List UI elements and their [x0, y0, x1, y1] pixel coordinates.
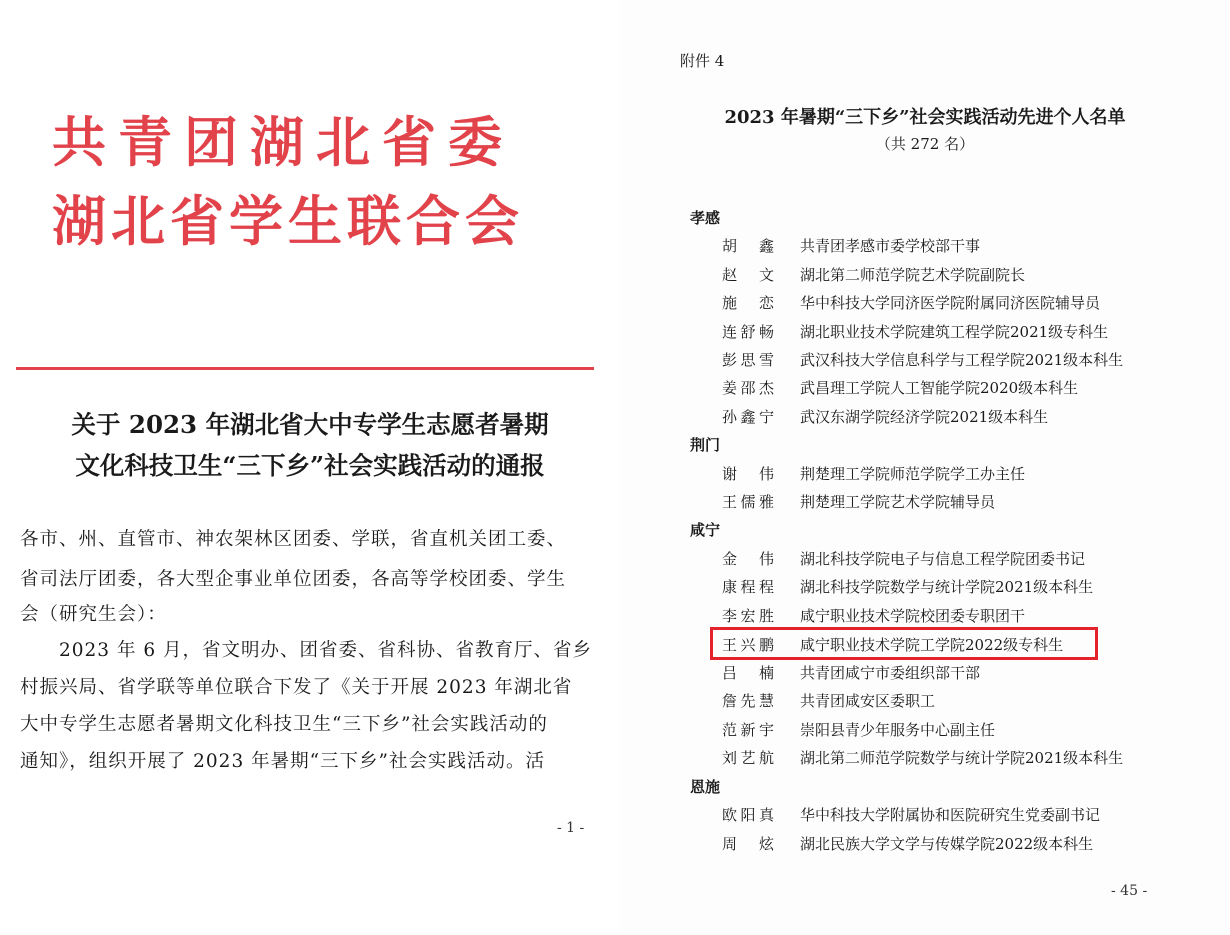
person-desc: 华中科技大学同济医学院附属同济医院辅导员	[800, 294, 1101, 312]
person-desc: 湖北第二师范学院数学与统计学院2021级本科生	[800, 749, 1124, 767]
person-desc: 湖北职业技术学院建筑工程学院2021级专科生	[800, 323, 1109, 341]
person-name: 王儒雅	[722, 493, 774, 511]
person-desc: 共青团咸安区委职工	[800, 692, 936, 710]
person-name: 詹先慧	[722, 692, 774, 710]
region-heading: 咸宁	[690, 521, 721, 539]
person-name: 赵 文	[722, 266, 774, 284]
left-page-number: - 1 -	[557, 820, 585, 836]
person-desc: 武汉科技大学信息科学与工程学院2021级本科生	[800, 351, 1124, 369]
region-heading: 孝感	[690, 209, 721, 227]
highlight-box	[710, 627, 1098, 660]
letterhead-org-line-1: 共青团湖北省委	[52, 111, 514, 174]
person-desc: 崇阳县青少年服务中心副主任	[800, 721, 996, 739]
person-name: 范新宇	[722, 721, 774, 739]
person-desc: 湖北科技学院电子与信息工程学院团委书记	[800, 550, 1086, 568]
person-name: 彭思雪	[722, 351, 774, 369]
person-name: 谢 伟	[722, 465, 774, 483]
person-desc: 荆楚理工学院师范学院学工办主任	[800, 465, 1026, 483]
notice-title-line-2: 文化科技卫生“三下乡”社会实践活动的通报	[75, 451, 545, 480]
body-line: 村振兴局、省学联等单位联合下发了《关于开展 2023 年湖北省	[20, 677, 573, 698]
annex-label: 附件 4	[680, 52, 725, 70]
person-name: 连舒畅	[722, 323, 774, 341]
list-title: 2023 年暑期“三下乡”社会实践活动先进个人名单	[724, 107, 1126, 128]
body-line: 大中专学生志愿者暑期文化科技卫生“三下乡”社会实践活动的	[20, 714, 548, 735]
person-name: 施 恋	[722, 294, 774, 312]
person-name: 姜邵杰	[722, 379, 774, 397]
person-name: 胡 鑫	[722, 237, 774, 255]
person-name: 周 炫	[722, 835, 774, 853]
person-desc: 湖北民族大学文学与传媒学院2022级本科生	[800, 835, 1094, 853]
region-heading: 恩施	[690, 778, 721, 796]
notice-title-line-1: 关于 2023 年湖北省大中专学生志愿者暑期	[71, 410, 549, 439]
region-heading: 荆门	[690, 436, 721, 454]
person-name: 刘艺航	[722, 749, 774, 767]
list-count: （共 272 名）	[875, 135, 975, 153]
person-name: 孙鑫宁	[722, 408, 774, 426]
person-desc: 咸宁职业技术学院工学院2022级专科生	[800, 636, 1064, 654]
body-line: 2023 年 6 月，省文明办、团省委、省科协、省教育厅、省乡	[20, 640, 592, 661]
person-desc: 荆楚理工学院艺术学院辅导员	[800, 493, 996, 511]
body-line: 各市、州、直管市、神农架林区团委、学联，省直机关团工委、	[20, 529, 567, 550]
person-desc: 湖北第二师范学院艺术学院副院长	[800, 266, 1026, 284]
person-name: 吕 楠	[722, 664, 774, 682]
person-desc: 湖北科技学院数学与统计学院2021级本科生	[800, 578, 1094, 596]
person-name: 王兴鹏	[722, 636, 774, 654]
right-page-number: - 45 -	[1111, 883, 1148, 899]
letterhead-org-line-2: 湖北省学生联合会	[52, 190, 524, 253]
person-desc: 华中科技大学附属协和医院研究生党委副书记	[800, 806, 1101, 824]
letterhead-red-rule	[16, 367, 594, 370]
person-name: 李宏胜	[722, 607, 774, 625]
person-name: 金 伟	[722, 550, 774, 568]
person-desc: 武汉东湖学院经济学院2021级本科生	[800, 408, 1049, 426]
body-line: 通知》，组织开展了 2023 年暑期“三下乡”社会实践活动。活	[20, 751, 546, 772]
person-desc: 咸宁职业技术学院校团委专职团干	[800, 607, 1026, 625]
body-line: 会（研究生会）：	[20, 604, 167, 625]
person-desc: 共青团咸宁市委组织部干部	[800, 664, 981, 682]
person-desc: 武昌理工学院人工智能学院2020级本科生	[800, 379, 1079, 397]
person-name: 康程程	[722, 578, 774, 596]
body-line: 省司法厅团委，各大型企事业单位团委，各高等学校团委、学生	[20, 569, 567, 590]
person-desc: 共青团孝感市委学校部干事	[800, 237, 981, 255]
person-name: 欧阳真	[722, 806, 774, 824]
